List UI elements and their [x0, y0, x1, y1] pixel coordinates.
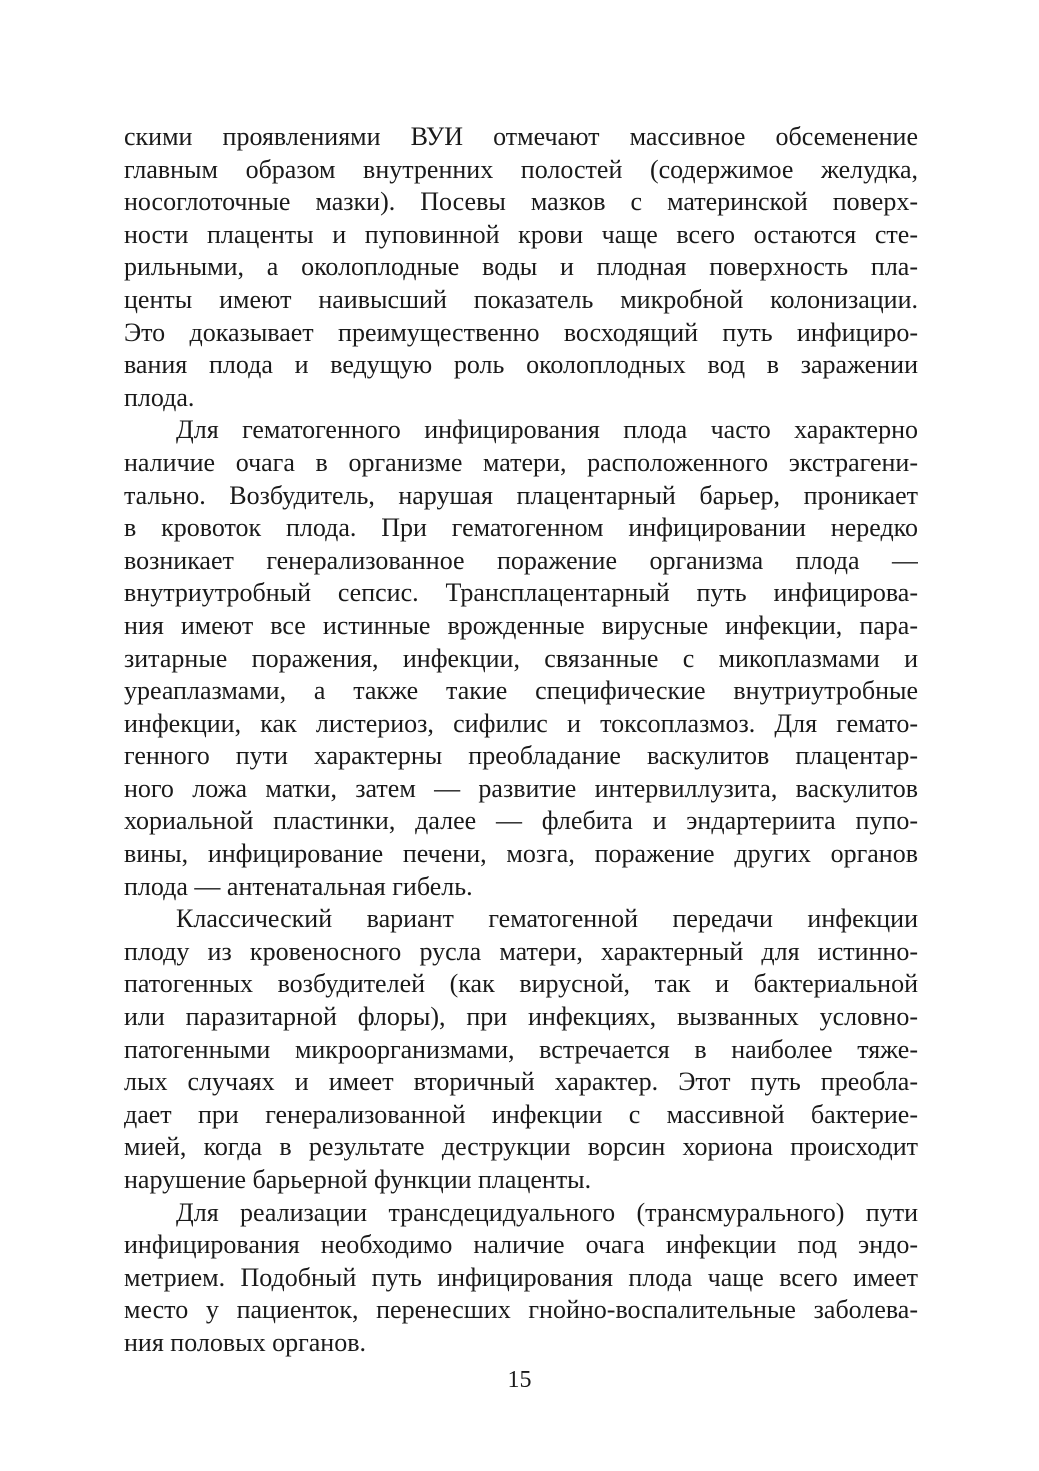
text-line: скими проявлениями ВУИ отмечают массивное обсеменение [124, 122, 918, 151]
text-line: патогенных возбудителей (как вирусной, так и бактериальной [124, 969, 918, 999]
text-line: Для реализации трансдецидуального (трансмурального) пути [176, 1197, 918, 1227]
text-line: патогенными микроорганизмами, встречается в наиболее тяже- [124, 1034, 918, 1064]
text-line: нарушение барьерной функции плаценты. [124, 1165, 592, 1194]
text-line: дает при генерализованной инфекции с массивной бактерие- [124, 1099, 918, 1129]
text-line: или паразитарной флоры), при инфекциях, вызванных условно- [124, 1002, 918, 1032]
text-line: возникает генерализованное поражение организма плода — [124, 545, 918, 575]
text-line: вания плода и ведущую роль околоплодных вод в заражении [124, 350, 918, 380]
paragraph-1 [124, 121, 918, 414]
paragraph-3 [124, 903, 918, 1196]
text-line: уреаплазмами, а также такие специфические внутриутробные [124, 676, 918, 706]
text-line: место у пациенток, перенесших гнойно-воспалительные заболева- [124, 1295, 918, 1325]
text-line: вины, инфицирование печени, мозга, поражение других органов [124, 839, 918, 869]
text-line: главным образом внутренних полостей (содержимое желудка, [124, 154, 918, 184]
text-line: наличие очага в организме матери, расположенного экстрагени- [124, 447, 918, 477]
text-line: рильными, а околоплодные воды и плодная поверхность пла- [124, 252, 918, 282]
text-line: ного ложа матки, затем — развитие интервиллузита, васкулитов [124, 773, 918, 803]
text-line: генного пути характерны преобладание васкулитов плацентар- [124, 741, 918, 771]
text-line: хориальной пластинки, далее — флебита и эндартериита пупо- [124, 806, 918, 836]
paragraph-4 [124, 1197, 918, 1360]
text-line: тально. Возбудитель, нарушая плацентарный барьер, проникает [124, 480, 918, 510]
text-line: Классический вариант гематогенной передачи инфекции [176, 904, 918, 934]
text-line: инфекции, как листериоз, сифилис и токсоплазмоз. Для гемато- [124, 708, 918, 738]
page-number: 15 [507, 1367, 532, 1393]
text-line: центы имеют наивысший показатель микробной колонизации. [124, 284, 918, 314]
text-line: плода — антенатальная гибель. [124, 871, 473, 901]
text-line: зитарные поражения, инфекции, связанные с микоплазмами и [124, 643, 918, 673]
text-line: ния имеют все истинные врожденные вирусные инфекции, пара- [124, 610, 918, 640]
text-line: Для гематогенного инфицирования плода часто характерно [176, 415, 918, 445]
text-line: лых случаях и имеет вторичный характер. Этот путь преобла- [124, 1067, 918, 1097]
body-text [124, 121, 918, 1360]
text-line: внутриутробный сепсис. Трансплацентарный путь инфицирова- [124, 578, 918, 608]
text-line: плода. [124, 382, 195, 412]
text-line: в кровоток плода. При гематогенном инфицировании нередко [124, 513, 918, 543]
text-line: ния половых органов. [124, 1327, 366, 1357]
paragraph-2 [124, 414, 918, 903]
text-line: носоглоточные мазки). Посевы мазков с материнской поверх- [124, 187, 918, 217]
text-line: метрием. Подобный путь инфицирования плода чаще всего имеет [124, 1262, 918, 1292]
text-line: инфицирования необходимо наличие очага инфекции под эндо- [124, 1230, 918, 1260]
text-line: ности плаценты и пуповинной крови чаще всего остаются сте- [124, 219, 918, 249]
text-line: мией, когда в результате деструкции ворсин хориона происходит [124, 1132, 918, 1162]
text-line: плоду из кровеносного русла матери, характерный для истинно- [124, 936, 918, 966]
text-line: Это доказывает преимущественно восходящий путь инфициро- [124, 317, 918, 347]
